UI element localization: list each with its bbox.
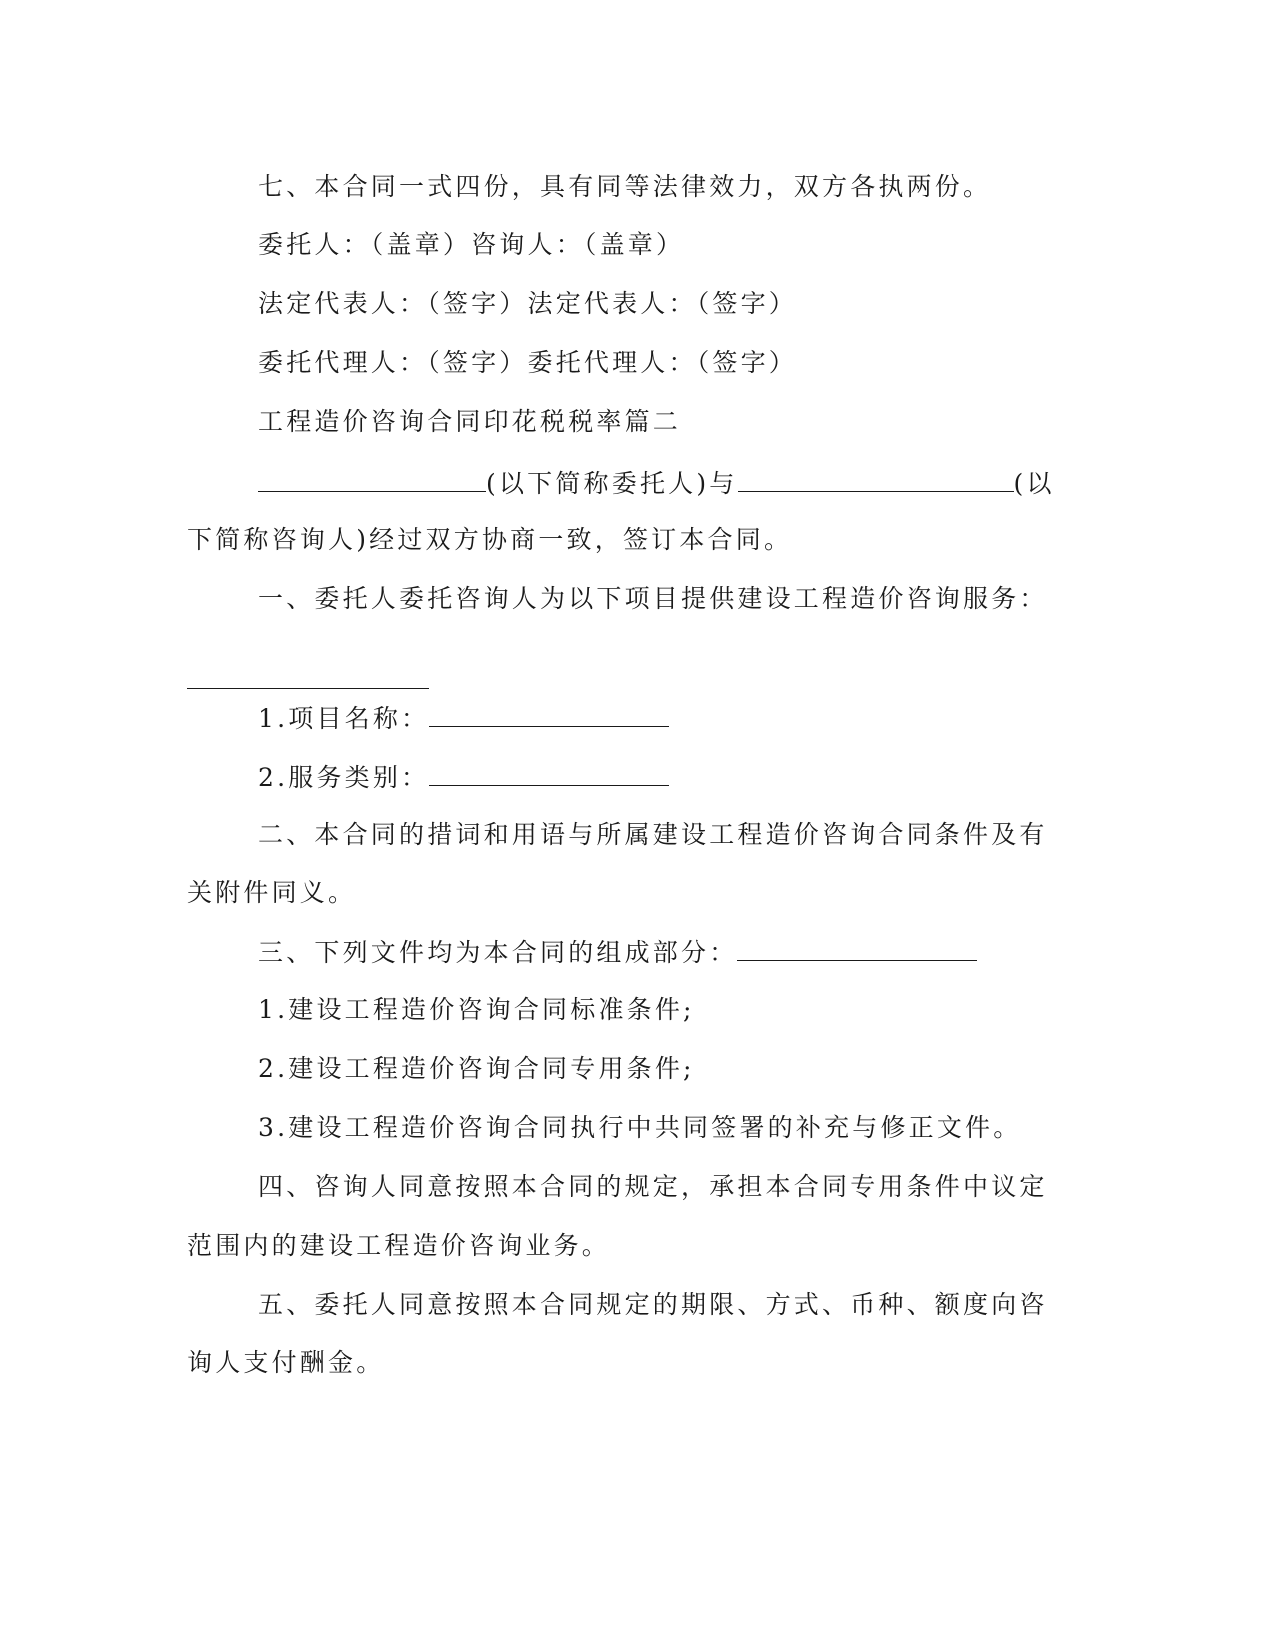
parties-text-client: (以下简称委托人)与 <box>486 469 738 498</box>
signature-line-legal-rep: 法定代表人：（签字）法定代表人：（签字） <box>258 289 798 318</box>
parties-text-tail: (以 <box>1013 469 1055 498</box>
service-type-label: 2.服务类别： <box>258 763 430 792</box>
clause-two: 二、本合同的措词和用语与所属建设工程造价咨询合同条件及有 <box>258 820 1048 849</box>
service-type-blank <box>429 759 669 786</box>
service-type-line <box>258 759 669 795</box>
project-name-line <box>258 700 669 736</box>
signature-line-agent: 委托代理人：（签字）委托代理人：（签字） <box>258 348 798 377</box>
client-name-blank <box>258 465 486 492</box>
project-name-blank <box>429 700 669 727</box>
clause-four: 四、咨询人同意按照本合同的规定，承担本合同专用条件中议定 <box>258 1172 1048 1201</box>
signature-line-seal: 委托人：（盖章）咨询人：（盖章） <box>258 230 685 259</box>
list-item-special-conditions: 2.建设工程造价咨询合同专用条件; <box>258 1054 695 1083</box>
clause-four-continuation: 范围内的建设工程造价咨询业务。 <box>187 1231 611 1260</box>
parties-line <box>258 465 1055 501</box>
clause-five: 五、委托人同意按照本合同规定的期限、方式、币种、额度向咨 <box>258 1290 1048 1319</box>
service-description-blank <box>187 688 429 689</box>
clause-three: 三、下列文件均为本合同的组成部分： <box>258 938 738 967</box>
clause-three-line <box>258 934 977 970</box>
project-name-label: 1.项目名称： <box>258 704 430 733</box>
consultant-name-blank <box>738 465 1014 492</box>
clause-two-continuation: 关附件同义。 <box>187 878 357 907</box>
clause-one: 一、委托人委托咨询人为以下项目提供建设工程造价咨询服务： <box>258 584 1048 613</box>
parties-continuation: 下简称咨询人)经过双方协商一致，签订本合同。 <box>187 525 793 554</box>
list-item-standard-conditions: 1.建设工程造价咨询合同标准条件; <box>258 995 695 1024</box>
clause-three-blank <box>737 934 977 961</box>
section-heading: 工程造价咨询合同印花税税率篇二 <box>258 407 682 436</box>
clause-five-continuation: 询人支付酬金。 <box>187 1348 385 1377</box>
list-item-supplements: 3.建设工程造价咨询合同执行中共同签署的补充与修正文件。 <box>258 1113 1022 1142</box>
clause-seven: 七、本合同一式四份，具有同等法律效力，双方各执两份。 <box>258 172 992 201</box>
